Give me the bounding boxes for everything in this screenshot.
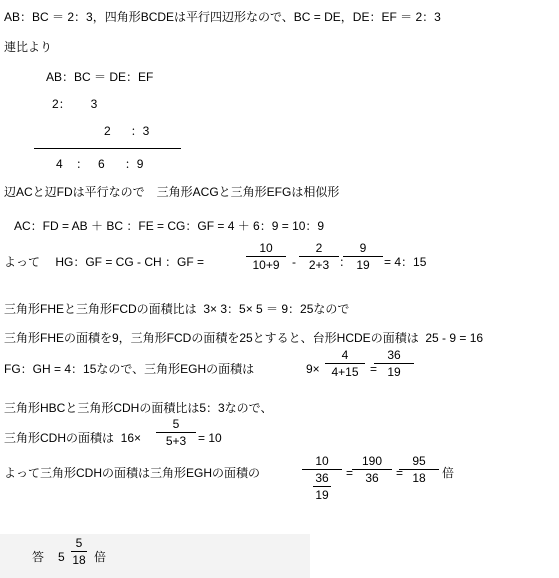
fraction-95-over-18 [399,454,439,485]
fraction-bar [246,256,286,257]
fraction-2-over-2-plus-3 [299,241,339,272]
answer-whole: 5 [58,550,65,564]
times-label: 倍 [442,466,455,480]
fraction-numerator: 10 [259,241,273,255]
line-2: 連比より [4,40,53,54]
fraction-denominator: 10+9 [252,258,280,272]
complex-fraction [302,454,342,502]
fraction-10-over-10-plus-9 [246,241,286,272]
ratio-header: AB：BC ＝ DE：EF [46,70,154,84]
fraction-bar [352,469,392,470]
equals-sign: = [346,466,354,480]
complex-inner-denominator: 19 [315,488,329,502]
line-1: AB：BC ＝ 2：3，四角形BCDEは平行四辺形なので、BC = DE，DE：EF ＝ 2：3 [4,10,441,24]
fraction-bar [374,363,414,364]
fraction-bar [302,469,342,470]
fraction-bar [399,469,439,470]
line-6: 三角形FHEと三角形FCDの面積比は 3× 3：5× 5 ＝ 9：25なので [4,302,350,316]
complex-numerator: 10 [315,454,329,468]
line-11-text: よって三角形CDHの面積は三角形EGHの面積の [4,466,261,480]
fraction-numerator: 5 [75,536,83,550]
equals-sign: = [396,466,404,480]
fraction-bar [156,432,196,433]
answer-fraction [59,536,99,567]
fraction-denominator: 2+3 [308,258,330,272]
equals-sign: = [370,362,378,376]
fraction-numerator: 95 [412,454,426,468]
line-9: 三角形HBCと三角形CDHの面積比は5：3なので、 [4,401,273,415]
line-4: AC：FD = AB ＋ BC ：FE = CG：GF = 4 ＋ 6：9 = 10：9 [14,219,325,233]
line-8-multiplier: 9× [306,362,320,376]
fraction-bar [299,256,339,257]
line-5-result: = 4：15 [384,255,427,269]
fraction-bar [343,256,383,257]
fraction-denominator: 18 [412,471,426,485]
ratio-row-2: 2 ：3 [104,124,150,138]
fraction-190-over-36 [352,454,392,485]
fraction-numerator: 190 [361,454,383,468]
fraction-bar [71,551,87,552]
fraction-numerator: 2 [315,241,323,255]
fraction-numerator: 9 [359,241,367,255]
colon: ： [339,255,352,269]
fraction-denominator: 4+15 [331,365,359,379]
fraction-4-over-4-plus-15 [325,348,365,379]
ratio-row-3: 4 ： 6 ：9 [56,157,144,171]
fraction-denominator: 36 [365,471,379,485]
fraction-denominator: 18 [72,553,86,567]
line-10-text: 三角形CDHの面積は 16× [4,431,142,445]
line-8-text: FG：GH = 4：15なので、三角形EGHの面積は [4,362,255,376]
minus-sign: - [292,255,296,269]
fraction-numerator: 5 [172,417,180,431]
fraction-numerator: 4 [341,348,349,362]
complex-inner-numerator: 36 [315,471,329,485]
line-7: 三角形FHEの面積を9，三角形FCDの面積を25とすると、台形HCDEの面積は 25 - 9 = 16 [4,331,484,345]
line-10-result: = 10 [198,431,222,445]
fraction-5-over-5-plus-3 [156,417,196,448]
fraction-bar [313,486,331,487]
line-3: 辺ACと辺FDは平行なので 三角形ACGと三角形EFGは相似形 [4,185,340,199]
fraction-36-over-19 [374,348,414,379]
ratio-row-1: 2： 3 [52,97,98,111]
answer-label: 答 [32,550,45,564]
fraction-9-over-19 [343,241,383,272]
fraction-denominator: 5+3 [165,434,187,448]
ratio-rule [34,148,181,149]
line-5-text: よって HG：GF = CG - CH ：GF = [4,255,205,269]
fraction-numerator: 36 [387,348,401,362]
fraction-denominator: 19 [387,365,401,379]
answer-times-label: 倍 [94,550,107,564]
fraction-denominator: 19 [356,258,370,272]
answer-shade [0,534,310,578]
fraction-bar [325,363,365,364]
